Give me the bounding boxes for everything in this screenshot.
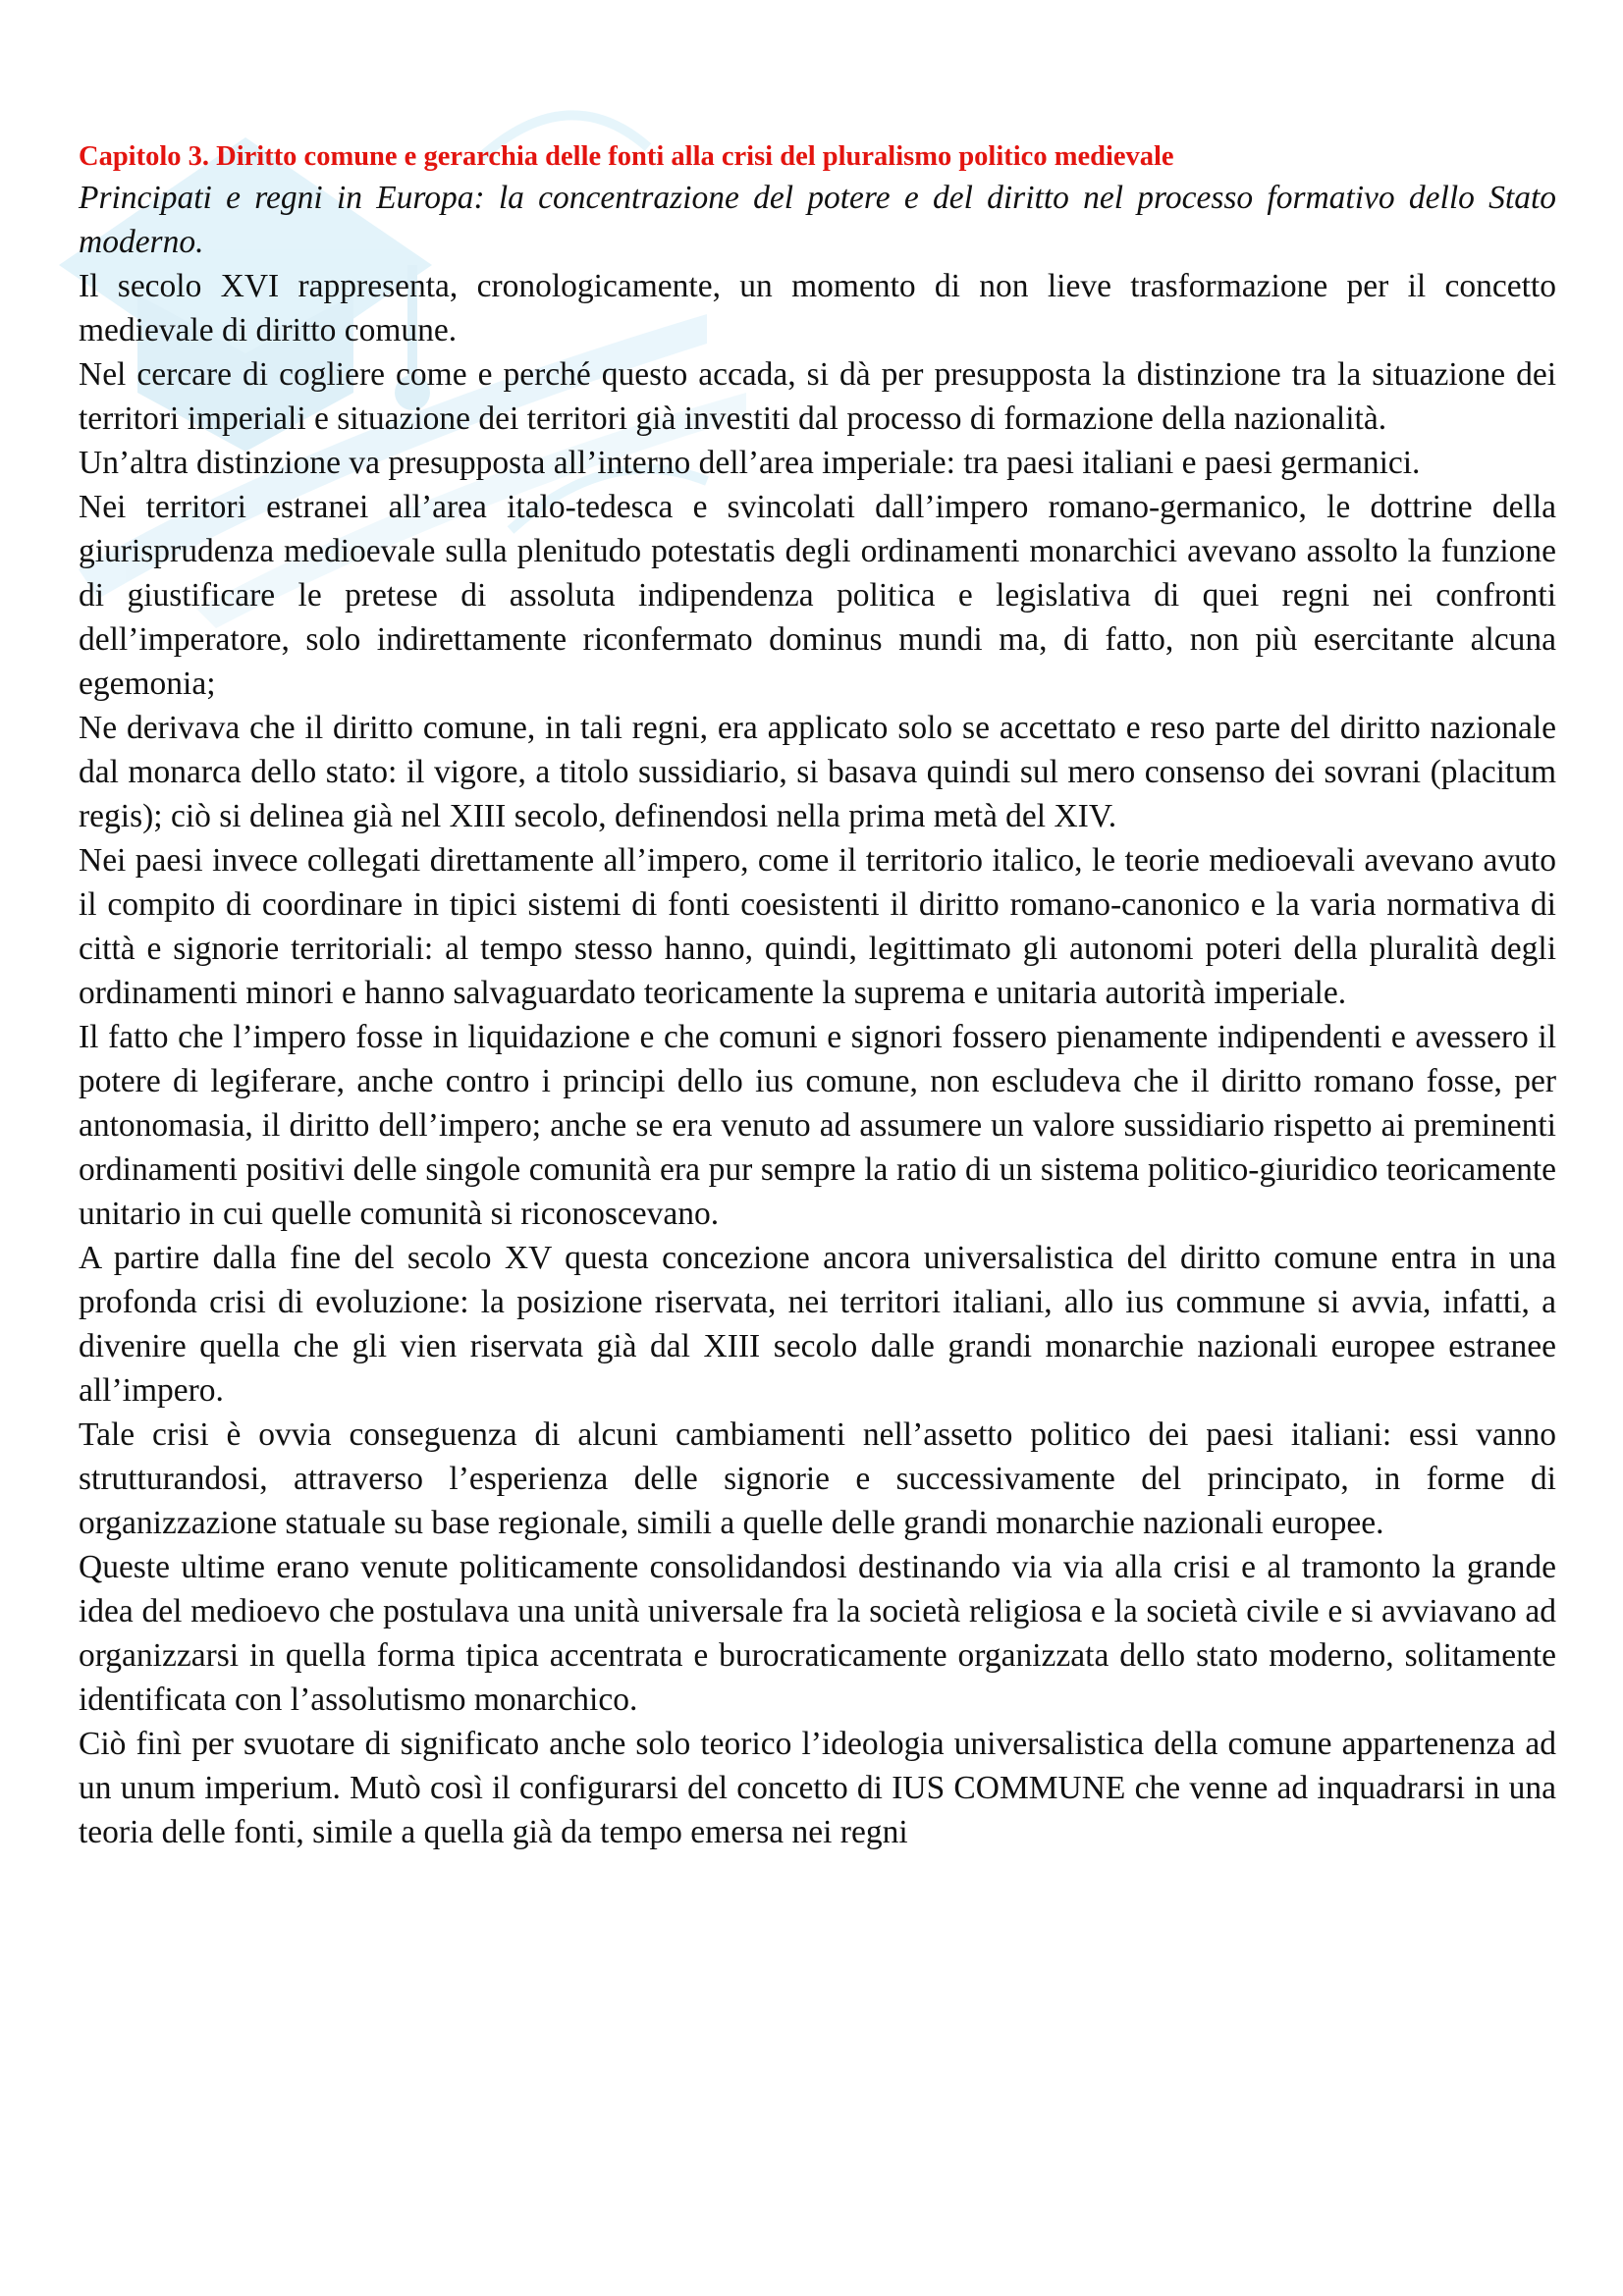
paragraph-9: Tale crisi è ovvia conseguenza di alcuni cambiamenti nell’assetto politico dei paesi italiani: essi vanno strutturandosi, attraverso l’esperienza delle signorie e successivamente del principato, in forme di organizzazione statuale su base regionale, simili a quelle delle grandi monarchie nazionali europee. [79,1416,1556,1541]
paragraph-1: Il secolo XVI rappresenta, cronologicamente, un momento di non lieve trasformazione per il concetto medievale di diritto comune. [79,268,1556,348]
paragraph-5: Ne derivava che il diritto comune, in tali regni, era applicato solo se accettato e reso parte del diritto nazionale dal monarca dello stato: il vigore, a titolo sussidiario, si basava quindi sul mero consenso dei sovrani (placitum regis); ciò si delinea già nel XIII secolo, definendosi nella prima metà del XIV. [79,710,1556,834]
document-body [79,137,1556,1854]
paragraph-11: Ciò finì per svuotare di significato anche solo teorico l’ideologia universalistica della comune appartenenza ad un unum imperium. Mutò così il configurarsi del concetto di IUS COMMUNE che venne ad inquadrarsi in una teoria delle fonti, simile a quella già da tempo emersa nei regni [79,1726,1556,1850]
chapter-title: Capitolo 3. Diritto comune e gerarchia delle fonti alla crisi del pluralismo politico medievale [79,141,1174,172]
paragraph-7: Il fatto che l’impero fosse in liquidazione e che comuni e signori fossero pienamente indipendenti e avessero il potere di legiferare, anche contro i principi dello ius comune, non escludeva che il diritto romano fosse, per antonomasia, il diritto dell’impero; anche se era venuto ad assumere un valore sussidiario rispetto ai preminenti ordinamenti positivi delle singole comunità era pur sempre la ratio di un sistema politico-giuridico teoricamente unitario in cui quelle comunità si riconoscevano. [79,1019,1556,1232]
paragraph-10: Queste ultime erano venute politicamente consolidandosi destinando via via alla crisi e al tramonto la grande idea del medioevo che postulava una unità universale fra la società religiosa e la società civile e si avviavano ad organizzarsi in quella forma tipica accentrata e burocraticamente organizzata dello stato moderno, solitamente identificata con l’assolutismo monarchico. [79,1549,1556,1718]
paragraph-4: Nei territori estranei all’area italo-tedesca e svincolati dall’impero romano-germanico, le dottrine della giurisprudenza medioevale sulla plenitudo potestatis degli ordinamenti monarchici avevano assolto la funzione di giustificare le pretese di assoluta indipendenza politica e legislativa di quei regni nei confronti dell’imperatore, solo indirettamente riconfermato dominus mundi ma, di fatto, non più esercitante alcuna egemonia; [79,489,1556,702]
paragraph-6: Nei paesi invece collegati direttamente all’impero, come il territorio italico, le teorie medioevali avevano avuto il compito di coordinare in tipici sistemi di fonti coesistenti il diritto romano-canonico e la varia normativa di città e signorie territoriali: al tempo stesso hanno, quindi, legittimato gli autonomi poteri della pluralità degli ordinamenti minori e hanno salvaguardato teoricamente la suprema e unitaria autorità imperiale. [79,842,1556,1011]
paragraph-2: Nel cercare di cogliere come e perché questo accada, si dà per presupposta la distinzione tra la situazione dei territori imperiali e situazione dei territori già investiti dal processo di formazione della nazionalità. [79,356,1556,437]
chapter-subtitle: Principati e regni in Europa: la concentrazione del potere e del diritto nel processo formativo dello Stato moderno. [79,180,1556,260]
paragraph-3: Un’altra distinzione va presupposta all’interno dell’area imperiale: tra paesi italiani e paesi germanici. [79,445,1421,481]
paragraph-8: A partire dalla fine del secolo XV questa concezione ancora universalistica del diritto comune entra in una profonda crisi di evoluzione: la posizione riservata, nei territori italiani, allo ius commune si avvia, infatti, a divenire quella che gli vien riservata già dal XIII secolo dalle grandi monarchie nazionali europee estranee all’impero. [79,1240,1556,1409]
